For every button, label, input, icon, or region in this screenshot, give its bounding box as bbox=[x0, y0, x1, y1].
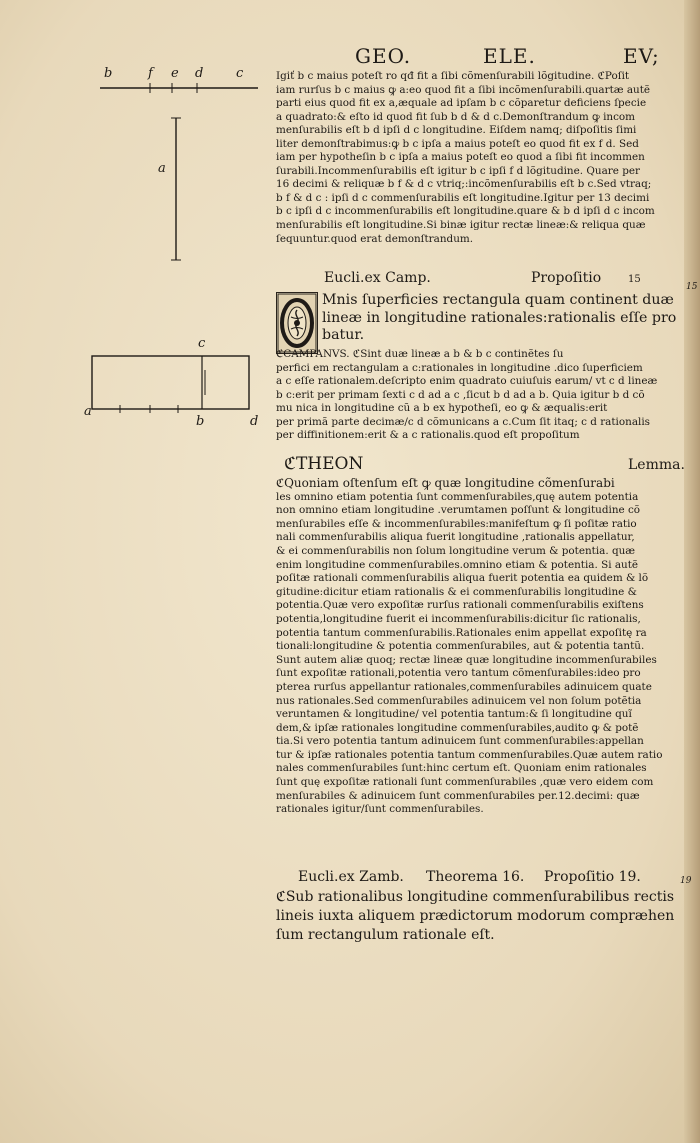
text-line: tia.Si vero potentia tantum adinuicem ſunt commenſurabiles:appellan bbox=[276, 735, 644, 748]
text-line: rationales igitur/ſunt commenſurabiles. bbox=[276, 803, 484, 816]
text-line: ℭSub rationalibus longitudine commenſurabilibus rectis bbox=[276, 889, 675, 905]
geometry-diagram bbox=[0, 0, 270, 460]
label-c-top: c bbox=[236, 66, 244, 81]
text-line: nali commenſurabilis aliqua fuerit longitudine ,rationalis appellatur, bbox=[276, 531, 635, 544]
text-line: potentia tantum commenſurabilis.Rationales enim appellat expoſitę ra bbox=[276, 626, 647, 639]
theon-heading bbox=[276, 454, 684, 476]
text-line: poſitæ rationali commenſurabilis aliqua fuerit potentia ea quidem & lõ bbox=[276, 572, 649, 585]
text-line: a c eſſe rationalem.deſcripto enim quadrato cuiuſuis earum/ vt c d lineæ bbox=[276, 375, 658, 388]
text-line: nus rationales.Sed commenſurabiles adinuicem vel non ſolum potẽtia bbox=[276, 694, 642, 707]
text-line: ſunt expoſitæ rationali,potentia vero tantum cõmenſurabiles:ideo pro bbox=[276, 667, 641, 680]
theon-label: ℭTHEON bbox=[284, 454, 364, 474]
label-f: f bbox=[148, 66, 153, 81]
label-b-bottom: b bbox=[196, 414, 205, 429]
running-head-left: GEO. bbox=[355, 44, 412, 68]
decorated-initial-o bbox=[276, 292, 318, 354]
lemma-label: Lemma. bbox=[628, 457, 685, 473]
text-line: menſurabiles eſſe & incommenſurabiles:manifeſtum ꝙ ſi poſitæ ratio bbox=[276, 517, 637, 530]
page-edge bbox=[684, 0, 700, 1143]
running-head-right: EV; bbox=[623, 44, 660, 68]
text-line: veruntamen & longitudine/ vel potentia tantum:& ſi longitudine quĩ bbox=[276, 708, 632, 721]
text-line: menſurabilis eſt longitudine.Si binæ igitur rectæ lineæ:& reliqua quæ bbox=[276, 219, 646, 232]
text-line: dem,& ipſæ rationales longitudine commenſurabiles,audito ꝙ & potẽ bbox=[276, 721, 639, 734]
text-line: les omnino etiam potentia ſunt commenſurabiles,quę autem potentia bbox=[276, 490, 639, 503]
text-line: pterea rurſus appellantur rationales,commenſurabiles adinuicem quate bbox=[276, 680, 652, 693]
text-line: gitudine:dicitur etiam rationalis & ei commenſurabilis longitudine & bbox=[276, 585, 637, 598]
running-head-center: ELE. bbox=[483, 44, 536, 68]
enunciation bbox=[322, 292, 687, 345]
prop19-source: Eucli.ex Zamb. bbox=[298, 869, 404, 885]
text-line: ſurabili.Incommenſurabilis eſt igitur b c ipſi f d lõgitudine. Quare per bbox=[276, 164, 640, 177]
text-line: tur & ipſæ rationales potentia tantum commenſurabiles.Quæ autem ratio bbox=[276, 748, 663, 761]
margin-number: 15 bbox=[686, 282, 698, 292]
initial-ornament bbox=[277, 293, 317, 353]
text-line: mu nica in longitudine cũ a b ex hypotheſi, eo ꝙ & æqualis:erit bbox=[276, 402, 608, 415]
heading-source: Eucli.ex Camp. bbox=[324, 270, 431, 286]
label-e: e bbox=[171, 66, 179, 81]
text-line: per diffinitionem:erit & a c rationalis.quod eſt propoſitum bbox=[276, 429, 580, 442]
label-c-bottom: c bbox=[198, 336, 206, 351]
text-line: potentia,longitudine fuerit ei incommenſurabilis:dicitur ſic rationalis, bbox=[276, 612, 641, 625]
label-a-bottom: a bbox=[84, 404, 92, 419]
text-line: perfici em rectangulam a c:rationales in longitudine .dico ſuperficiem bbox=[276, 361, 643, 374]
lemma-text bbox=[276, 477, 686, 817]
text-line: parti eius quod fit ex a,æquale ad ipſam b c cõparetur deficiens ſpecie bbox=[276, 97, 647, 110]
rectangle-ac bbox=[92, 356, 249, 409]
text-line: ℭQuoniam oſtenſum eſt ꝙ quæ longitudine cõmenſurabi bbox=[276, 477, 615, 490]
text-line: ℭCAMPANVS. ℭSint duæ lineæ a b & b c continẽtes ſu bbox=[276, 348, 564, 360]
text-line: batur. bbox=[322, 327, 365, 343]
heading-label: Propoſitio bbox=[531, 270, 602, 286]
text-line: enim longitudine commenſurabiles.omnino etiam & potentia. Si autẽ bbox=[276, 558, 639, 571]
campanus-commentary bbox=[276, 348, 684, 443]
text-line: lineæ in longitudine rationales:rationalis eſſe pro bbox=[322, 309, 677, 326]
text-line: non omnino etiam longitudine .verumtamen poſſunt & longitudine cõ bbox=[276, 504, 641, 517]
text-line: liter demonſtrabimus:ꝙ b c ipſa a maius poteſt eo quod fit ex f d. Sed bbox=[276, 137, 639, 150]
label-d-bottom: d bbox=[250, 414, 259, 429]
text-line: nales commenſurabiles ſunt:hinc certum eſt. Quoniam enim rationales bbox=[276, 762, 647, 775]
text-line: Mnis ſuperficies rectangula quam continent duæ bbox=[322, 292, 674, 308]
figure-area bbox=[0, 0, 270, 460]
label-b-top: b bbox=[104, 66, 113, 81]
text-line: b c:erit per primam ſexti c d ad a c ,ſicut b d ad a b. Quia igitur b d cõ bbox=[276, 388, 645, 401]
text-line: a quadrato:& eſto id quod fit ſub b d & d c.Demonſtrandum ꝙ incom bbox=[276, 110, 636, 123]
text-line: Igiť b c maius poteſt ro qđ fit a ſibi cõmenſurabili lõgitudine. ℭPoſit bbox=[276, 70, 630, 82]
label-d-top: d bbox=[195, 66, 204, 81]
prop19-theorema: Theorema 16. bbox=[426, 869, 525, 885]
text-line: per primã parte decimæ/c d cõmunicans a c.Cum ſit itaq; c d rationalis bbox=[276, 415, 650, 428]
text-line: ſequuntur.quod erat demonſtrandum. bbox=[276, 232, 474, 245]
text-line: b f & d c : ipſi d c commenſurabilis eſt longitudine.Igitur per 13 decimi bbox=[276, 191, 650, 204]
text-line: menſurabiles & adinuicem ſunt commenſurabiles per.12.decimi: quæ bbox=[276, 789, 640, 802]
text-line: Sunt autem aliæ quoq; rectæ lineæ quæ longitudine incommenſurabiles bbox=[276, 653, 657, 666]
text-line: iam per hypotheſin b c ipſa a maius poteſt eo quod a ſibi fit incommen bbox=[276, 151, 645, 164]
text-line: 16 decimi & reliquæ b f & d c vtriq;:incõmenſurabilis eſt b c.Sed vtraq; bbox=[276, 178, 652, 191]
label-a-top: a bbox=[158, 161, 166, 176]
text-line: iam rurſus b c maius ꝙ a:eo quod fit a ſibi incõmenſurabili.quartæ autẽ bbox=[276, 83, 651, 96]
text-line: potentia.Quæ vero expoſitæ rurſus rationali commenſurabilis exiſtens bbox=[276, 599, 644, 612]
proposition-19-text bbox=[276, 888, 686, 945]
heading-number: 15 bbox=[628, 274, 641, 285]
text-line: b c ipſi d c incommenſurabilis eſt longitudine.quare & b d ipſi d c incom bbox=[276, 205, 655, 218]
paragraph-1 bbox=[276, 70, 684, 246]
text-line: menſurabilis eſt b d ipſi d c longitudine. Eiſdem namq; diſpoſitis ſimi bbox=[276, 124, 637, 137]
text-line: tionali:longitudine & potentia commenſurabiles, aut & potentia tantũ. bbox=[276, 640, 645, 653]
text-line: lineis iuxta aliquem prædictorum modorum compræhen bbox=[276, 908, 675, 924]
proposition-heading bbox=[276, 270, 686, 292]
margin-number-19: 19 bbox=[680, 876, 692, 886]
prop19-label: Propoſitio 19. bbox=[544, 869, 641, 885]
text-line: ſum rectangulum rationale eſt. bbox=[276, 927, 495, 943]
text-line: ſunt quę expoſitæ rationali ſunt commenſurabiles ,quæ vero eidem com bbox=[276, 776, 654, 789]
text-line: & ei commenſurabilis non ſolum longitudine verum & potentia. quæ bbox=[276, 544, 636, 557]
